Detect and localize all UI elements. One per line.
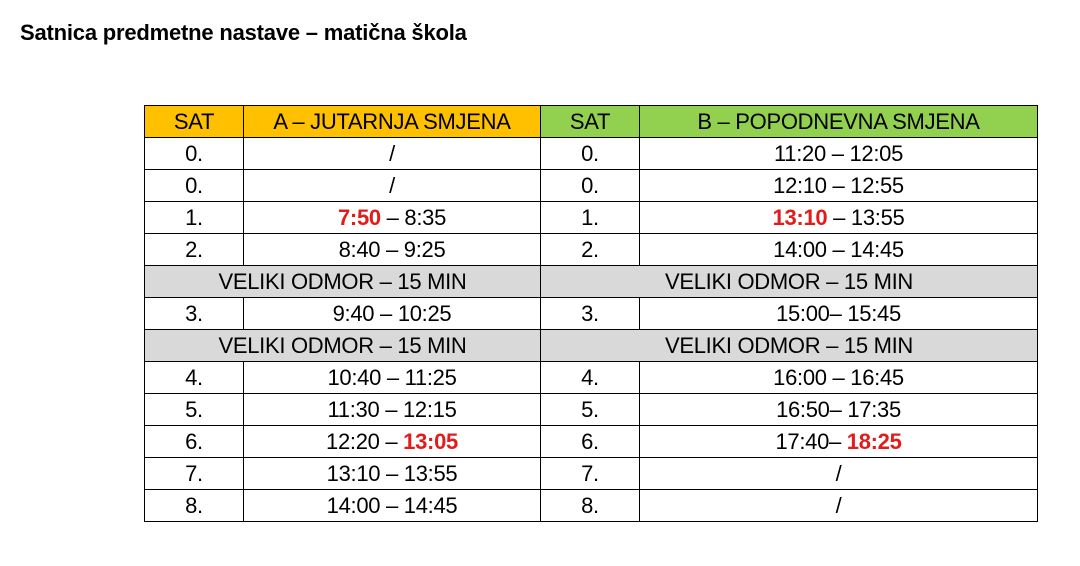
sat-b-cell: 6.: [541, 426, 640, 458]
sat-b-cell: 0.: [541, 170, 640, 202]
time-b-cell: [640, 394, 1038, 426]
table-row: [145, 394, 1038, 426]
time-b-sep: –: [829, 300, 848, 326]
time-b-end-highlight: 18:25: [846, 428, 902, 454]
header-shift-b: B – POPODNEVNA SMJENA: [640, 106, 1038, 138]
sat-a-cell: 2.: [145, 234, 244, 266]
time-b-sep: –: [826, 236, 851, 262]
time-b-cell: [640, 202, 1038, 234]
time-a-end: 11:25: [404, 364, 457, 390]
time-a-cell: [244, 202, 541, 234]
time-a-sep: –: [379, 396, 403, 422]
table-row: [145, 298, 1038, 330]
time-a-sep: –: [379, 428, 404, 454]
time-b-sep: –: [829, 396, 848, 422]
sat-a-cell: 5.: [145, 394, 244, 426]
time-a-cell: [244, 234, 541, 266]
break-label-a: VELIKI ODMOR – 15 MIN: [145, 266, 541, 298]
time-a-sep: –: [374, 300, 398, 326]
time-a-cell: [244, 362, 541, 394]
header-sat-b: SAT: [541, 106, 640, 138]
table-row: [145, 138, 1038, 170]
time-b-start-highlight: 13:10: [772, 204, 828, 230]
time-b-start: /: [835, 460, 842, 486]
time-a-end: 13:55: [403, 460, 458, 486]
time-a-start-highlight: 7:50: [337, 204, 381, 230]
time-a-start: 12:20: [326, 428, 380, 454]
break-label-b: VELIKI ODMOR – 15 MIN: [541, 330, 1038, 362]
time-b-end: 16:45: [850, 364, 904, 390]
time-b-cell: [640, 170, 1038, 202]
break-label-b: VELIKI ODMOR – 15 MIN: [541, 266, 1038, 298]
time-a-start: 13:10: [326, 460, 381, 486]
time-b-start: 15:00: [776, 300, 830, 326]
time-a-sep: –: [380, 236, 404, 262]
table-row: [145, 458, 1038, 490]
sat-b-cell: 2.: [541, 234, 640, 266]
time-b-end: 12:05: [849, 140, 904, 166]
time-a-end-highlight: 13:05: [403, 428, 458, 454]
table-row: [145, 426, 1038, 458]
schedule-table: [144, 105, 1038, 522]
time-b-cell: [640, 490, 1038, 522]
time-a-cell: [244, 490, 541, 522]
sat-a-cell: 6.: [145, 426, 244, 458]
time-a-cell: [244, 170, 541, 202]
table-row: [145, 202, 1038, 234]
time-a-start: 14:00: [326, 492, 381, 518]
time-b-start: 16:50: [776, 396, 830, 422]
table-row: [145, 234, 1038, 266]
time-a-cell: [244, 298, 541, 330]
table-row: [145, 490, 1038, 522]
time-b-end: 14:45: [850, 236, 904, 262]
time-b-start: 16:00: [773, 364, 827, 390]
sat-b-cell: 3.: [541, 298, 640, 330]
time-a-end: 9:25: [403, 236, 446, 262]
sat-a-cell: 4.: [145, 362, 244, 394]
sat-b-cell: 8.: [541, 490, 640, 522]
time-a-start: 11:30: [327, 396, 380, 422]
time-a-cell: [244, 138, 541, 170]
time-a-cell: [244, 426, 541, 458]
time-b-start: 17:40: [775, 428, 830, 454]
time-b-sep: –: [829, 428, 847, 454]
time-b-cell: [640, 362, 1038, 394]
time-b-cell: [640, 458, 1038, 490]
sat-b-cell: 4.: [541, 362, 640, 394]
sat-b-cell: 1.: [541, 202, 640, 234]
table-row: [145, 362, 1038, 394]
header-sat-a: SAT: [145, 106, 244, 138]
sat-a-cell: 8.: [145, 490, 244, 522]
time-a-start: 8:40: [338, 236, 381, 262]
time-a-end: 10:25: [397, 300, 452, 326]
time-b-start: 14:00: [773, 236, 827, 262]
sat-a-cell: 0.: [145, 138, 244, 170]
break-row: [145, 266, 1038, 298]
time-a-start: /: [389, 140, 395, 166]
time-a-cell: [244, 458, 541, 490]
time-a-sep: –: [380, 204, 405, 230]
sat-b-cell: 5.: [541, 394, 640, 426]
time-a-start: /: [389, 172, 395, 198]
break-label-a: VELIKI ODMOR – 15 MIN: [145, 330, 541, 362]
time-a-start: 9:40: [332, 300, 375, 326]
time-b-cell: [640, 426, 1038, 458]
time-b-end: 12:55: [850, 172, 904, 198]
table-row: [145, 170, 1038, 202]
time-a-end: 14:45: [403, 492, 458, 518]
break-row: [145, 330, 1038, 362]
sat-a-cell: 0.: [145, 170, 244, 202]
page-title: Satnica predmetne nastave – matična škola: [20, 20, 467, 45]
time-b-end: 13:55: [850, 204, 905, 230]
time-b-sep: –: [827, 204, 851, 230]
time-a-sep: –: [380, 492, 404, 518]
sat-a-cell: 3.: [145, 298, 244, 330]
time-b-sep: –: [826, 172, 851, 198]
time-a-cell: [244, 394, 541, 426]
time-b-cell: [640, 298, 1038, 330]
time-a-end: 12:15: [402, 396, 457, 422]
time-a-sep: –: [380, 460, 404, 486]
time-a-sep: –: [381, 364, 405, 390]
time-b-end: 17:35: [847, 396, 901, 422]
time-b-start: /: [835, 492, 842, 518]
time-b-start: 11:20: [773, 140, 826, 166]
time-b-end: 15:45: [847, 300, 901, 326]
time-b-cell: [640, 234, 1038, 266]
sat-a-cell: 1.: [145, 202, 244, 234]
time-b-sep: –: [826, 364, 851, 390]
sat-b-cell: 0.: [541, 138, 640, 170]
time-b-start: 12:10: [773, 172, 827, 198]
time-b-cell: [640, 138, 1038, 170]
sat-b-cell: 7.: [541, 458, 640, 490]
sat-a-cell: 7.: [145, 458, 244, 490]
time-b-sep: –: [825, 140, 850, 166]
header-row: [145, 106, 1038, 138]
time-a-start: 10:40: [327, 364, 382, 390]
header-shift-a: A – JUTARNJA SMJENA: [244, 106, 541, 138]
time-a-end: 8:35: [404, 204, 447, 230]
